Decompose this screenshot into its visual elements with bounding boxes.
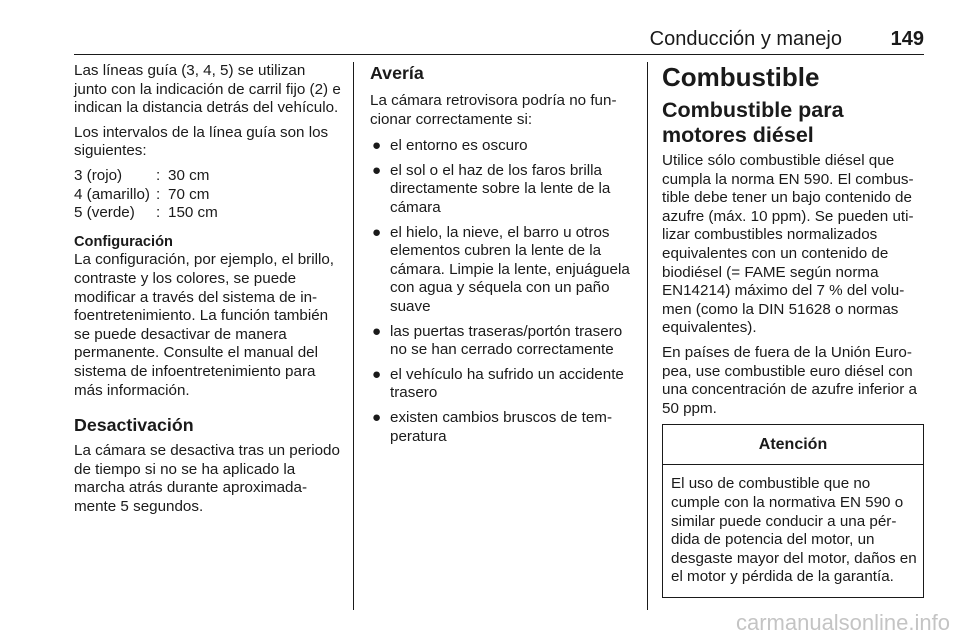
deactivation-heading: Desactivación [74, 415, 194, 436]
bullet-icon: ● [372, 322, 382, 340]
notice-text: El uso de combustible que no cumple con la normativa EN 590 o similar puede conducir a una pérdida de potencia del motor, un desgaste mayor del motor, daños en el motor y pérdida de la garantía. [671, 475, 917, 586]
fuel-heading: Combustible [662, 62, 820, 92]
intervals-paragraph: Los intervalos de la línea guía son los siguientes: [74, 123, 329, 160]
list-item [370, 137, 633, 156]
guide-line-value: 30 cm [168, 166, 210, 184]
notice-body [663, 465, 923, 597]
guide-lines-paragraph: Las líneas guía (3, 4, 5) se utilizan junto con la indicación de carril fijo (2) e indican la distancia detrás del vehículo. [74, 62, 341, 117]
list-item [370, 224, 633, 317]
diesel-heading: Combustible para motores diésel [662, 98, 844, 147]
page-number: 149 [890, 28, 924, 50]
deactivation-paragraph: La cámara se desactiva tras un periodo de tiempo si no se ha aplicado la marcha atrás durante aproximadamente 5 segundos. [74, 442, 340, 515]
list-item [370, 366, 633, 403]
list-item [370, 162, 633, 218]
guide-line-value: 150 cm [168, 204, 218, 222]
column-divider-1 [353, 62, 354, 610]
bullet-icon: ● [372, 365, 382, 383]
guide-line-label: 5 (verde) [74, 204, 135, 222]
list-item-text: existen cambios bruscos de temperatura [390, 408, 613, 445]
column-2 [370, 62, 633, 452]
list-item [370, 409, 633, 446]
list-item-text: el sol o el haz de los faros brilla directamente sobre la lente de la cámara [390, 161, 611, 216]
column-1 [74, 62, 342, 522]
guide-line-value: 70 cm [168, 185, 210, 203]
column-3 [662, 62, 924, 598]
config-heading: Configuración [74, 233, 173, 250]
diesel-paragraph: Utilice sólo combustible diésel que cumpla la norma EN 590. El combustible debe tener un bajo contenido de azufre (máx. 10 ppm). Se pueden utilizar combustibles normalizados equivalentes con un contenido de biodiésel (= FAME según norma EN14214) máximo del 7 % del volumen (como la DIN 51628 o normas equivalentes). [662, 152, 914, 337]
failure-heading: Avería [370, 63, 424, 83]
guide-line-label: 3 (rojo) [74, 166, 123, 184]
guide-lines-table [74, 167, 342, 223]
non-eu-paragraph: En países de fuera de la Unión Europea, use combustible euro diésel con una concentración de azufre inferior a 50 ppm. [662, 343, 917, 417]
failure-list [370, 137, 633, 446]
list-item [370, 323, 633, 360]
section-title: Conducción y manejo [649, 28, 842, 50]
failure-intro: La cámara retrovisora podría no funcionar correctamente si: [370, 92, 617, 128]
watermark: carmanualsonline.info [735, 610, 950, 635]
bullet-icon: ● [372, 223, 382, 241]
header-rule [74, 54, 924, 55]
guide-line-sep: : [156, 204, 161, 222]
page-header [74, 24, 924, 52]
bullet-icon: ● [372, 161, 382, 179]
bullet-icon: ● [372, 408, 382, 426]
bullet-icon: ● [372, 137, 382, 155]
notice-title: Atención [663, 425, 923, 465]
list-item-text: las puertas traseras/portón trasero no se han cerrado correctamente [390, 322, 623, 359]
list-item-text: el vehículo ha sufrido un accidente trasero [390, 365, 624, 402]
guide-line-label: 4 (amarillo) [74, 185, 150, 203]
guide-line-sep: : [156, 185, 161, 203]
list-item-text: el hielo, la nieve, el barro u otros elementos cubren la lente de la cámara. Limpie la lente, enjuáguela con agua y séquela con un paño suave [390, 223, 630, 315]
notice-box [662, 424, 924, 598]
column-divider-2 [647, 62, 648, 610]
guide-line-sep: : [156, 166, 161, 184]
config-paragraph: La configuración, por ejemplo, el brillo, contraste y los colores, se puede modificar a través del sistema de infoentretenimiento. La función también se puede desactivar de manera permanente. Consulte el manual del sistema de infoentretenimiento para más información. [74, 251, 335, 399]
list-item-text: el entorno es oscuro [390, 137, 528, 155]
